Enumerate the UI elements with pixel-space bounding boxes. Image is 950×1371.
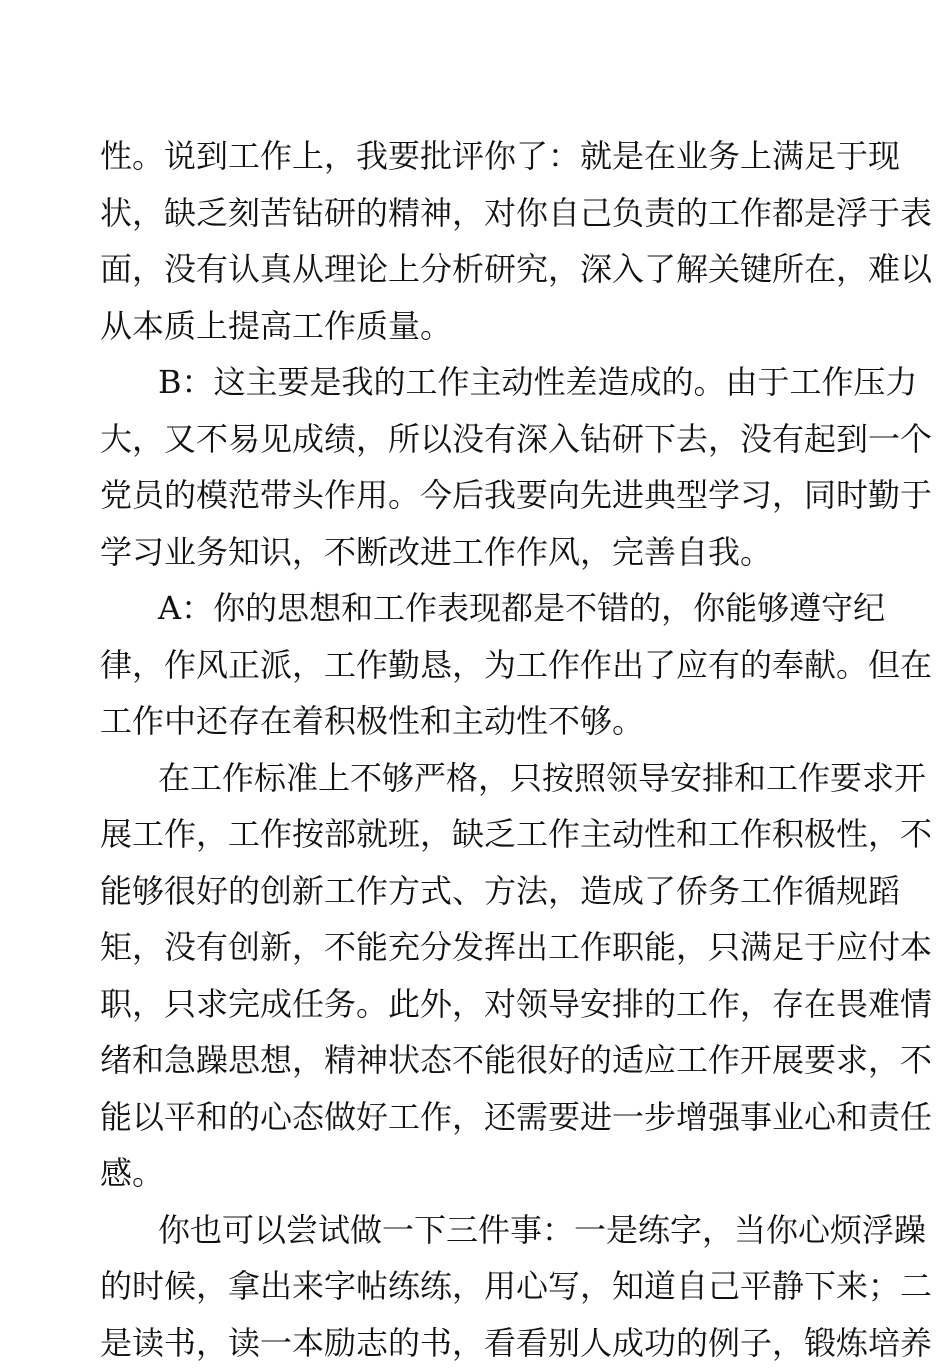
text-line: 绪和急躁思想，精神状态不能很好的适应工作开展要求，不 [100,1032,852,1089]
text-line: 在工作标准上不够严格，只按照领导安排和工作要求开 [100,750,852,807]
text-line: 面，没有认真从理论上分析研究，深入了解关键所在，难以 [100,241,852,298]
text-line: 性。说到工作上，我要批评你了：就是在业务上满足于现 [100,128,852,185]
text-line: A：你的思想和工作表现都是不错的，你能够遵守纪 [100,580,852,637]
text-line: 工作中还存在着积极性和主动性不够。 [100,693,852,750]
text-line: 律，作风正派，工作勤恳，为工作作出了应有的奉献。但在 [100,637,852,694]
paragraph-5 [100,1202,852,1371]
paragraph-1 [100,128,852,354]
text-line: 大，又不易见成绩，所以没有深入钻研下去，没有起到一个 [100,411,852,468]
paragraph-2 [100,354,852,580]
text-line: 状，缺乏刻苦钻研的精神，对你自己负责的工作都是浮于表 [100,185,852,242]
text-line: 能以平和的心态做好工作，还需要进一步增强事业心和责任 [100,1089,852,1146]
text-line: 学习业务知识，不断改进工作作风，完善自我。 [100,524,852,581]
text-line: 矩，没有创新，不能充分发挥出工作职能，只满足于应付本 [100,919,852,976]
text-line: 是读书，读一本励志的书，看看别人成功的例子，锻炼培养 [100,1315,852,1371]
text-line: 能够很好的创新工作方式、方法，造成了侨务工作循规蹈 [100,863,852,920]
text-line: 党员的模范带头作用。今后我要向先进典型学习，同时勤于 [100,467,852,524]
text-line: B：这主要是我的工作主动性差造成的。由于工作压力 [100,354,852,411]
document-page [100,128,852,1371]
paragraph-4 [100,750,852,1202]
text-line: 从本质上提高工作质量。 [100,298,852,355]
text-line: 职，只求完成任务。此外，对领导安排的工作，存在畏难情 [100,976,852,1033]
paragraph-3 [100,580,852,750]
text-line: 感。 [100,1145,852,1202]
text-line: 展工作，工作按部就班，缺乏工作主动性和工作积极性，不 [100,806,852,863]
text-line: 你也可以尝试做一下三件事：一是练字，当你心烦浮躁 [100,1202,852,1259]
text-line: 的时候，拿出来字帖练练，用心写，知道自己平静下来；二 [100,1258,852,1315]
